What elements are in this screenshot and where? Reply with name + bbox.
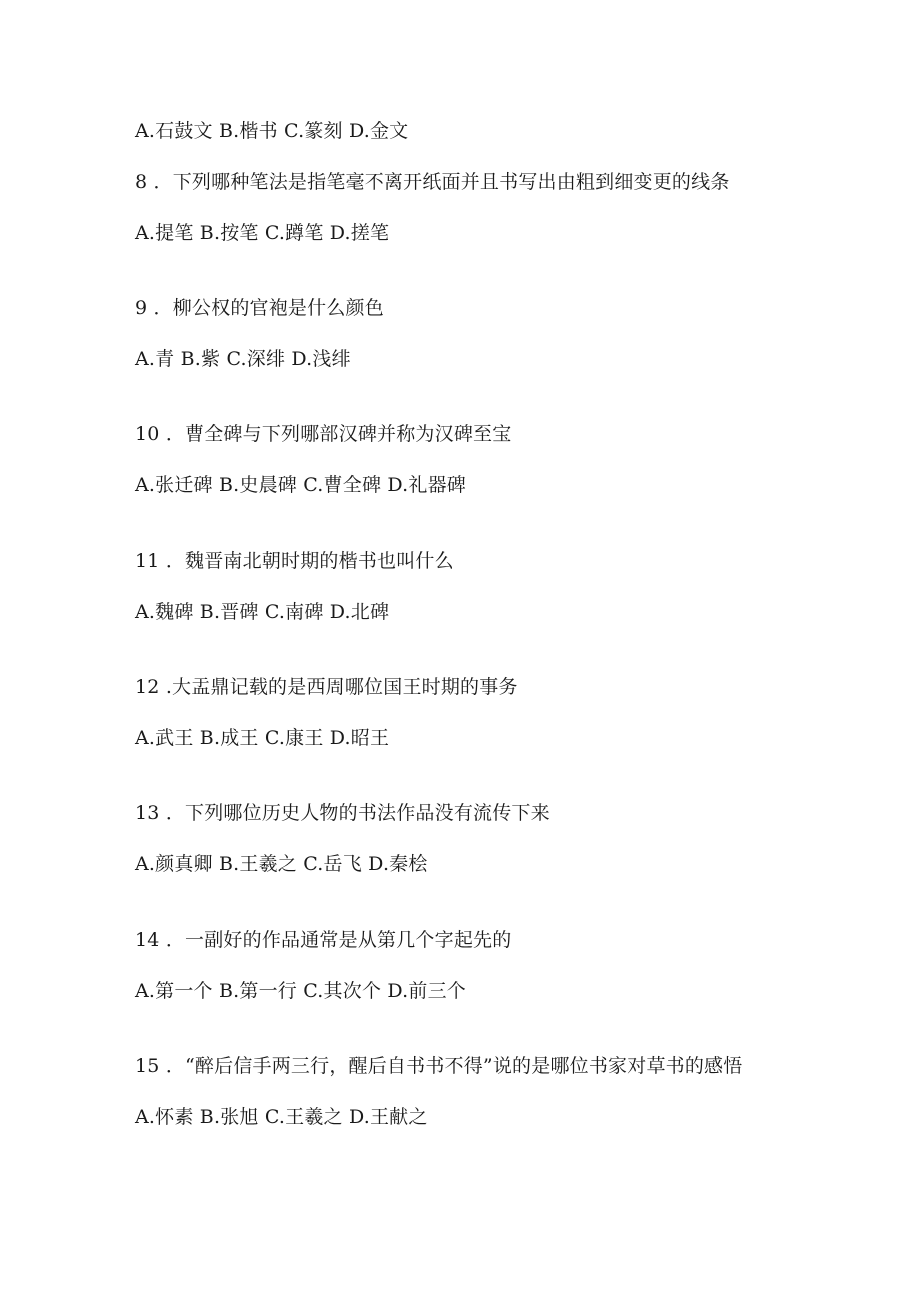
question-11-stem: 11 ．魏晋南北朝时期的楷书也叫什么 (135, 550, 454, 572)
question-8-stem: 8 ．下列哪种笔法是指笔毫不离开纸面并且书写出由粗到细变更的线条 (135, 171, 730, 193)
question-14-stem: 14 ．一副好的作品通常是从第几个字起先的 (135, 929, 512, 951)
question-12-stem: 12 .大盂鼎记载的是西周哪位国王时期的事务 (135, 676, 518, 698)
question-7-options: A.石鼓文 B.楷书 C.篆刻 D.金文 (135, 120, 409, 142)
question-10-stem: 10 ．曹全碑与下列哪部汉碑并称为汉碑至宝 (135, 423, 512, 445)
question-8-options: A.提笔 B.按笔 C.蹲笔 D.搓笔 (135, 222, 390, 244)
question-13-stem: 13 ．下列哪位历史人物的书法作品没有流传下来 (135, 802, 550, 824)
question-12-options: A.武王 B.成王 C.康王 D.昭王 (135, 727, 390, 749)
question-13-options: A.颜真卿 B.王羲之 C.岳飞 D.秦桧 (135, 853, 428, 875)
question-10-options: A.张迁碑 B.史晨碑 C.曹全碑 D.礼器碑 (135, 474, 466, 496)
question-14-options: A.第一个 B.第一行 C.其次个 D.前三个 (135, 980, 466, 1002)
question-11-options: A.魏碑 B.晋碑 C.南碑 D.北碑 (135, 601, 390, 623)
question-9-stem: 9 ．柳公权的官袍是什么颜色 (135, 297, 384, 319)
question-9-options: A.青 B.紫 C.深绯 D.浅绯 (135, 348, 351, 370)
question-15-stem: 15 ．“醉后信手两三行，醒后自书书不得”说的是哪位书家对草书的感悟 (135, 1055, 743, 1077)
question-15-options: A.怀素 B.张旭 C.王羲之 D.王献之 (135, 1106, 428, 1128)
